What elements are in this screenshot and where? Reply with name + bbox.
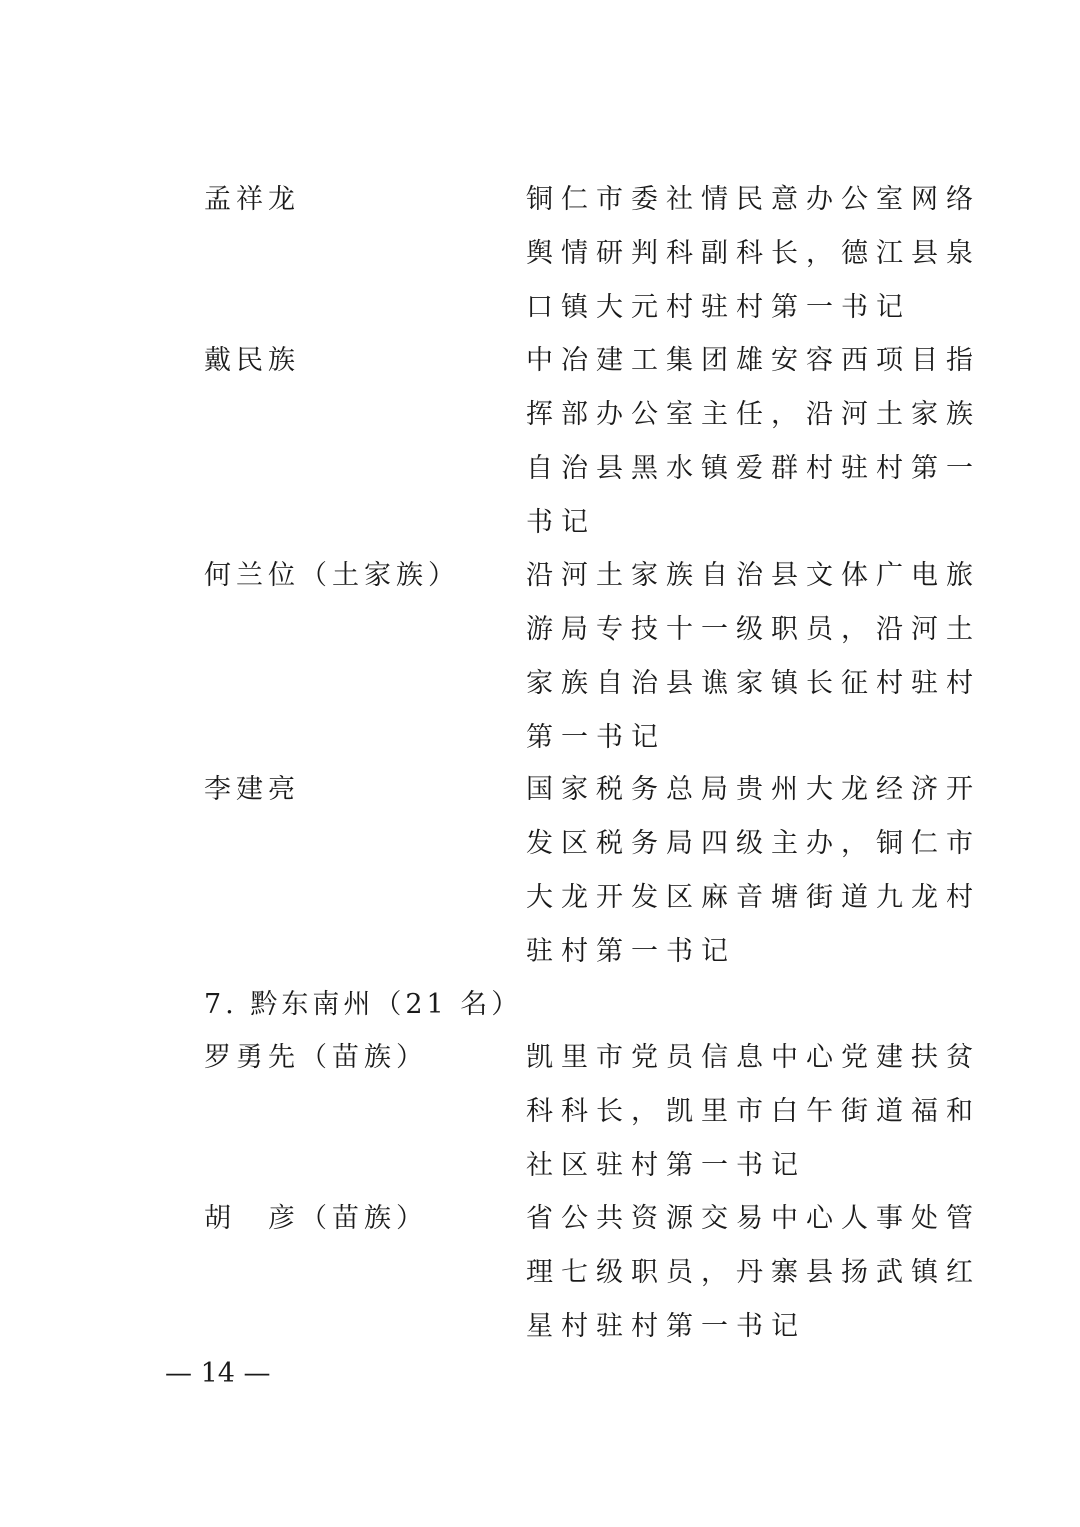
description-line: 驻村第一书记 bbox=[526, 936, 736, 967]
person-name: 罗勇先（苗族） bbox=[204, 1042, 428, 1073]
person-name: 何兰位（土家族） bbox=[204, 560, 460, 591]
person-name: 孟祥龙 bbox=[204, 184, 300, 215]
section-heading: 7. 黔东南州（21 名） bbox=[204, 989, 523, 1020]
description-line: 沿河土家族自治县文体广电旅 bbox=[526, 560, 981, 591]
description-line: 理七级职员，丹寨县扬武镇红 bbox=[526, 1257, 981, 1288]
description-line: 星村驻村第一书记 bbox=[526, 1311, 806, 1342]
page-number: — 14 — bbox=[165, 1358, 271, 1389]
person-name: 李建亮 bbox=[204, 774, 300, 805]
description-line: 凯里市党员信息中心党建扶贫 bbox=[526, 1042, 981, 1073]
person-description bbox=[526, 549, 981, 765]
description-line: 铜仁市委社情民意办公室网络 bbox=[526, 184, 981, 215]
description-line: 书记 bbox=[526, 507, 596, 538]
description-line: 国家税务总局贵州大龙经济开 bbox=[526, 774, 981, 805]
person-name: 戴民族 bbox=[204, 345, 300, 376]
description-line: 游局专技十一级职员，沿河土 bbox=[526, 614, 981, 645]
description-line: 大龙开发区麻音塘街道九龙村 bbox=[526, 882, 981, 913]
description-line: 科科长，凯里市白午街道福和 bbox=[526, 1096, 981, 1127]
person-name: 胡 彦（苗族） bbox=[204, 1203, 428, 1234]
person-description bbox=[526, 1192, 981, 1354]
description-line: 中冶建工集团雄安容西项目指 bbox=[526, 345, 981, 376]
person-description bbox=[526, 763, 981, 979]
description-line: 家族自治县谯家镇长征村驻村 bbox=[526, 668, 981, 699]
description-line: 自治县黑水镇爱群村驻村第一 bbox=[526, 453, 981, 484]
description-line: 发区税务局四级主办，铜仁市 bbox=[526, 828, 981, 859]
person-description bbox=[526, 334, 981, 550]
description-line: 挥部办公室主任，沿河土家族 bbox=[526, 399, 981, 430]
description-line: 省公共资源交易中心人事处管 bbox=[526, 1203, 981, 1234]
description-line: 口镇大元村驻村第一书记 bbox=[526, 292, 911, 323]
description-line: 社区驻村第一书记 bbox=[526, 1150, 806, 1181]
person-description bbox=[526, 173, 981, 335]
person-description bbox=[526, 1031, 981, 1193]
description-line: 第一书记 bbox=[526, 722, 666, 753]
description-line: 舆情研判科副科长，德江县泉 bbox=[526, 238, 981, 269]
